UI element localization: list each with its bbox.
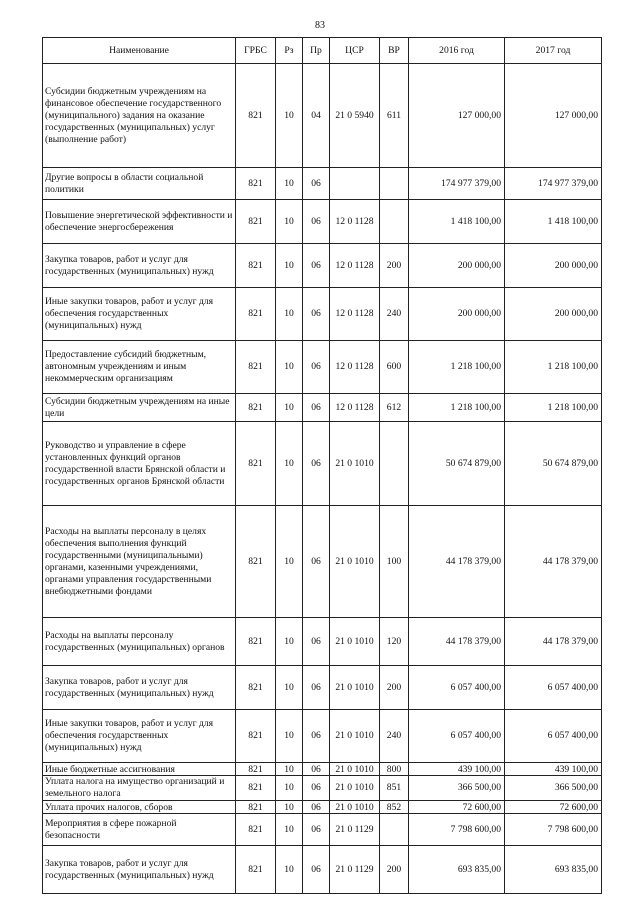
row-vr bbox=[380, 200, 409, 244]
budget-table bbox=[42, 37, 602, 894]
row-name: Иные бюджетные ассигнования bbox=[43, 763, 236, 776]
row-grbs: 821 bbox=[236, 200, 276, 244]
header-grbs: ГРБС bbox=[236, 38, 276, 64]
row-rz: 10 bbox=[276, 801, 303, 814]
row-grbs: 821 bbox=[236, 618, 276, 666]
row-grbs: 821 bbox=[236, 64, 276, 168]
row-rz: 10 bbox=[276, 814, 303, 846]
row-value-2016: 44 178 379,00 bbox=[409, 506, 505, 618]
row-value-2017: 200 000,00 bbox=[505, 244, 602, 288]
row-name: Расходы на выплаты персоналу государственных (муниципальных) органов bbox=[43, 618, 236, 666]
table-row bbox=[43, 168, 602, 200]
table-row bbox=[43, 666, 602, 710]
row-value-2016: 1 218 100,00 bbox=[409, 394, 505, 422]
header-2017: 2017 год bbox=[505, 38, 602, 64]
row-grbs: 821 bbox=[236, 776, 276, 801]
header-rz: Рз bbox=[276, 38, 303, 64]
row-pr: 06 bbox=[303, 422, 330, 506]
row-grbs: 821 bbox=[236, 710, 276, 763]
row-pr: 06 bbox=[303, 776, 330, 801]
row-csr: 21 0 1010 bbox=[330, 422, 380, 506]
row-csr: 21 0 1129 bbox=[330, 846, 380, 894]
row-value-2016: 200 000,00 bbox=[409, 288, 505, 341]
row-grbs: 821 bbox=[236, 394, 276, 422]
row-rz: 10 bbox=[276, 846, 303, 894]
row-value-2017: 50 674 879,00 bbox=[505, 422, 602, 506]
row-rz: 10 bbox=[276, 776, 303, 801]
row-vr: 200 bbox=[380, 846, 409, 894]
row-value-2017: 1 418 100,00 bbox=[505, 200, 602, 244]
table-row bbox=[43, 288, 602, 341]
row-name: Субсидии бюджетным учреждениям на иные цели bbox=[43, 394, 236, 422]
row-name: Руководство и управление в сфере установленных функций органов государственной власти Брянской области и государственных органов Брянской области bbox=[43, 422, 236, 506]
row-value-2016: 439 100,00 bbox=[409, 763, 505, 776]
row-csr: 21 0 1010 bbox=[330, 776, 380, 801]
table-row bbox=[43, 244, 602, 288]
row-value-2017: 44 178 379,00 bbox=[505, 618, 602, 666]
row-rz: 10 bbox=[276, 763, 303, 776]
row-value-2017: 6 057 400,00 bbox=[505, 666, 602, 710]
row-name: Уплата налога на имущество организаций и земельного налога bbox=[43, 776, 236, 801]
row-name: Закупка товаров, работ и услуг для государственных (муниципальных) нужд bbox=[43, 846, 236, 894]
row-value-2017: 174 977 379,00 bbox=[505, 168, 602, 200]
row-csr: 12 0 1128 bbox=[330, 288, 380, 341]
row-name: Иные закупки товаров, работ и услуг для обеспечения государственных (муниципальных) нужд bbox=[43, 288, 236, 341]
row-value-2016: 174 977 379,00 bbox=[409, 168, 505, 200]
row-pr: 06 bbox=[303, 341, 330, 394]
row-csr: 21 0 1129 bbox=[330, 814, 380, 846]
row-grbs: 821 bbox=[236, 422, 276, 506]
table-row bbox=[43, 801, 602, 814]
row-value-2016: 6 057 400,00 bbox=[409, 710, 505, 763]
row-value-2017: 44 178 379,00 bbox=[505, 506, 602, 618]
row-value-2017: 72 600,00 bbox=[505, 801, 602, 814]
row-pr: 06 bbox=[303, 814, 330, 846]
header-pr: Пр bbox=[303, 38, 330, 64]
row-rz: 10 bbox=[276, 618, 303, 666]
table-row bbox=[43, 341, 602, 394]
row-pr: 06 bbox=[303, 394, 330, 422]
table-row bbox=[43, 506, 602, 618]
table-row bbox=[43, 846, 602, 894]
row-value-2016: 72 600,00 bbox=[409, 801, 505, 814]
row-pr: 06 bbox=[303, 801, 330, 814]
row-csr: 12 0 1128 bbox=[330, 244, 380, 288]
row-value-2016: 200 000,00 bbox=[409, 244, 505, 288]
row-pr: 04 bbox=[303, 64, 330, 168]
row-vr: 200 bbox=[380, 244, 409, 288]
row-value-2017: 693 835,00 bbox=[505, 846, 602, 894]
row-rz: 10 bbox=[276, 168, 303, 200]
table-row bbox=[43, 64, 602, 168]
row-value-2016: 127 000,00 bbox=[409, 64, 505, 168]
row-csr: 21 0 1010 bbox=[330, 618, 380, 666]
row-grbs: 821 bbox=[236, 763, 276, 776]
row-csr: 21 0 1010 bbox=[330, 710, 380, 763]
row-value-2016: 44 178 379,00 bbox=[409, 618, 505, 666]
table-row bbox=[43, 394, 602, 422]
table-row bbox=[43, 618, 602, 666]
row-csr: 12 0 1128 bbox=[330, 394, 380, 422]
row-pr: 06 bbox=[303, 506, 330, 618]
row-grbs: 821 bbox=[236, 506, 276, 618]
table-row bbox=[43, 200, 602, 244]
row-rz: 10 bbox=[276, 244, 303, 288]
row-value-2017: 439 100,00 bbox=[505, 763, 602, 776]
table-row bbox=[43, 422, 602, 506]
row-value-2016: 366 500,00 bbox=[409, 776, 505, 801]
row-value-2017: 1 218 100,00 bbox=[505, 394, 602, 422]
row-vr: 100 bbox=[380, 506, 409, 618]
row-csr: 12 0 1128 bbox=[330, 341, 380, 394]
row-rz: 10 bbox=[276, 710, 303, 763]
row-csr bbox=[330, 168, 380, 200]
row-csr: 21 0 1010 bbox=[330, 666, 380, 710]
row-pr: 06 bbox=[303, 244, 330, 288]
row-rz: 10 bbox=[276, 200, 303, 244]
row-name: Предоставление субсидий бюджетным, автономным учреждениям и иным некоммерческим организациям bbox=[43, 341, 236, 394]
row-value-2017: 366 500,00 bbox=[505, 776, 602, 801]
row-vr: 852 bbox=[380, 801, 409, 814]
row-vr: 120 bbox=[380, 618, 409, 666]
row-grbs: 821 bbox=[236, 244, 276, 288]
row-name: Закупка товаров, работ и услуг для государственных (муниципальных) нужд bbox=[43, 244, 236, 288]
row-vr: 600 bbox=[380, 341, 409, 394]
row-pr: 06 bbox=[303, 200, 330, 244]
row-vr: 200 bbox=[380, 666, 409, 710]
table-row bbox=[43, 710, 602, 763]
row-grbs: 821 bbox=[236, 168, 276, 200]
row-value-2017: 200 000,00 bbox=[505, 288, 602, 341]
header-csr: ЦСР bbox=[330, 38, 380, 64]
table-row bbox=[43, 814, 602, 846]
row-pr: 06 bbox=[303, 618, 330, 666]
row-csr: 21 0 1010 bbox=[330, 801, 380, 814]
row-value-2017: 127 000,00 bbox=[505, 64, 602, 168]
row-value-2016: 1 218 100,00 bbox=[409, 341, 505, 394]
row-name: Субсидии бюджетным учреждениям на финансовое обеспечение государственного (муниципального) задания на оказание государственных (муниципальных) услуг (выполнение работ) bbox=[43, 64, 236, 168]
row-pr: 06 bbox=[303, 168, 330, 200]
row-vr: 612 bbox=[380, 394, 409, 422]
row-rz: 10 bbox=[276, 422, 303, 506]
row-name: Расходы на выплаты персоналу в целях обеспечения выполнения функций государственными (муниципальными) органами, казенными учреждениями, органами управления государственными внебюджетными фондами bbox=[43, 506, 236, 618]
row-name: Мероприятия в сфере пожарной безопасности bbox=[43, 814, 236, 846]
row-csr: 21 0 1010 bbox=[330, 763, 380, 776]
row-pr: 06 bbox=[303, 666, 330, 710]
row-vr: 240 bbox=[380, 288, 409, 341]
row-value-2017: 1 218 100,00 bbox=[505, 341, 602, 394]
row-vr bbox=[380, 422, 409, 506]
row-value-2016: 6 057 400,00 bbox=[409, 666, 505, 710]
row-grbs: 821 bbox=[236, 666, 276, 710]
row-csr: 21 0 1010 bbox=[330, 506, 380, 618]
row-csr: 21 0 5940 bbox=[330, 64, 380, 168]
row-pr: 06 bbox=[303, 710, 330, 763]
table-row bbox=[43, 763, 602, 776]
row-name: Уплата прочих налогов, сборов bbox=[43, 801, 236, 814]
row-pr: 06 bbox=[303, 763, 330, 776]
row-value-2017: 7 798 600,00 bbox=[505, 814, 602, 846]
row-rz: 10 bbox=[276, 341, 303, 394]
row-vr bbox=[380, 814, 409, 846]
row-value-2016: 50 674 879,00 bbox=[409, 422, 505, 506]
row-grbs: 821 bbox=[236, 814, 276, 846]
row-vr bbox=[380, 168, 409, 200]
table-header-row bbox=[43, 38, 602, 64]
row-rz: 10 bbox=[276, 288, 303, 341]
row-grbs: 821 bbox=[236, 288, 276, 341]
page-number: 83 bbox=[315, 20, 325, 31]
row-value-2017: 6 057 400,00 bbox=[505, 710, 602, 763]
header-2016: 2016 год bbox=[409, 38, 505, 64]
row-name: Иные закупки товаров, работ и услуг для обеспечения государственных (муниципальных) нужд bbox=[43, 710, 236, 763]
row-grbs: 821 bbox=[236, 846, 276, 894]
row-grbs: 821 bbox=[236, 341, 276, 394]
row-rz: 10 bbox=[276, 64, 303, 168]
row-pr: 06 bbox=[303, 288, 330, 341]
row-name: Закупка товаров, работ и услуг для государственных (муниципальных) нужд bbox=[43, 666, 236, 710]
row-rz: 10 bbox=[276, 506, 303, 618]
row-vr: 800 bbox=[380, 763, 409, 776]
row-vr: 240 bbox=[380, 710, 409, 763]
table-row bbox=[43, 776, 602, 801]
row-value-2016: 693 835,00 bbox=[409, 846, 505, 894]
row-grbs: 821 bbox=[236, 801, 276, 814]
header-name: Наименование bbox=[43, 38, 236, 64]
header-vr: ВР bbox=[380, 38, 409, 64]
row-rz: 10 bbox=[276, 394, 303, 422]
row-pr: 06 bbox=[303, 846, 330, 894]
row-name: Другие вопросы в области социальной политики bbox=[43, 168, 236, 200]
row-value-2016: 1 418 100,00 bbox=[409, 200, 505, 244]
row-value-2016: 7 798 600,00 bbox=[409, 814, 505, 846]
row-rz: 10 bbox=[276, 666, 303, 710]
row-vr: 851 bbox=[380, 776, 409, 801]
row-name: Повышение энергетической эффективности и обеспечение энергосбережения bbox=[43, 200, 236, 244]
row-vr: 611 bbox=[380, 64, 409, 168]
row-csr: 12 0 1128 bbox=[330, 200, 380, 244]
